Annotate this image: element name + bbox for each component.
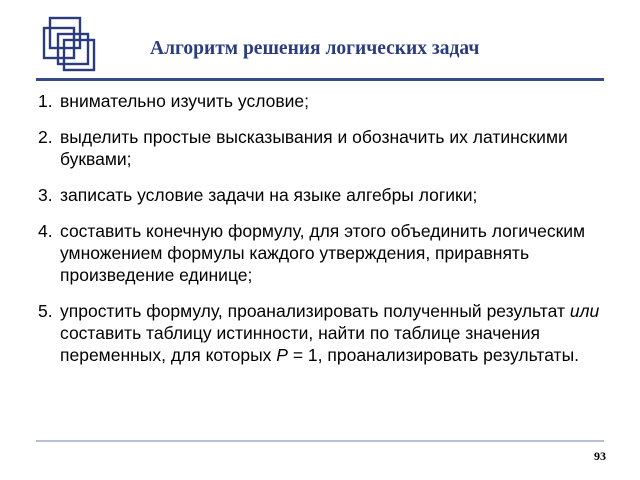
page-number: 93 bbox=[594, 449, 606, 463]
algorithm-list bbox=[34, 90, 614, 380]
title-divider bbox=[36, 78, 604, 81]
emphasis-or: или bbox=[569, 301, 600, 321]
item-text: записать условие задачи на языке алгебры логики; bbox=[60, 185, 478, 205]
list-item bbox=[34, 184, 614, 206]
list-item bbox=[34, 220, 614, 286]
item-text-middle: составить таблицу истинности, найти по таблице значения переменных, для которых bbox=[60, 323, 540, 365]
variable-p: P bbox=[276, 345, 288, 365]
item-text: выделить простые высказывания и обозначить их латинскими буквами; bbox=[60, 127, 568, 169]
item-number: 2. bbox=[38, 127, 53, 147]
list-item bbox=[34, 126, 614, 170]
item-number: 4. bbox=[38, 221, 53, 241]
item-number: 3. bbox=[38, 185, 53, 205]
list-item bbox=[34, 300, 614, 366]
slide-title: Алгоритм решения логических задач bbox=[150, 38, 480, 59]
list-item bbox=[34, 90, 614, 112]
item-text: составить конечную формулу, для этого объединить логическим умножением формулы каждого утверждения, приравнять произведение единице; bbox=[60, 221, 586, 285]
overlapping-squares-logo bbox=[36, 14, 116, 78]
item-text-after: = 1, проанализировать результаты. bbox=[292, 345, 580, 365]
item-text-before: упростить формулу, проанализировать полученный результат bbox=[60, 301, 565, 321]
item-text: внимательно изучить условие; bbox=[60, 91, 310, 111]
footer-divider bbox=[36, 440, 604, 442]
item-number: 1. bbox=[38, 91, 53, 111]
item-number: 5. bbox=[38, 301, 53, 321]
